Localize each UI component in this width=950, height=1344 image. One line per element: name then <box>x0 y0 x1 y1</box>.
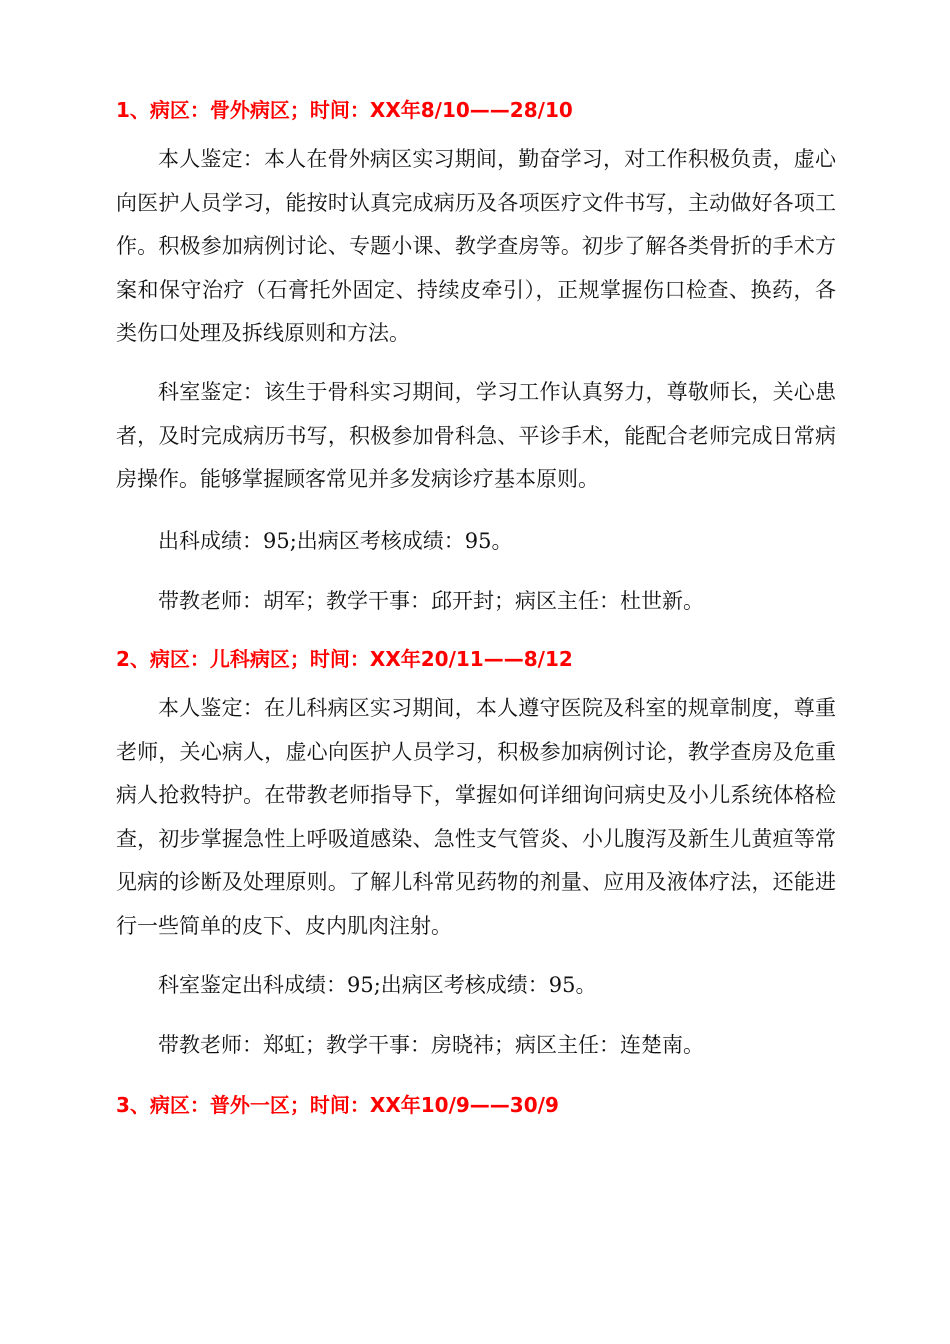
section-2-self-assessment: 本人鉴定：在儿科病区实习期间，本人遵守医院及科室的规章制度，尊重老师，关心病人，虚心向医护人员学习，积极参加病例讨论，教学查房及危重病人抢救特护。在带教老师指导下，掌握如何详细询问病史及小儿系统体格检查，初步掌握急性上呼吸道感染、急性支气管炎、小儿腹泻及新生儿黄疸等常见病的诊断及处理原则。了解儿科常见药物的剂量、应用及液体疗法，还能进行一些简单的皮下、皮内肌肉注射。 <box>116 696 836 938</box>
section-1-heading: 1、病区：骨外病区；时间：XX年8/10——28/10 <box>116 98 573 122</box>
section-1-scores: 出科成绩：95;出病区考核成绩：95。 <box>158 529 513 553</box>
section-3-heading: 3、病区：普外一区；时间：XX年10/9——30/9 <box>116 1093 559 1117</box>
section-1-teachers: 带教老师：胡军；教学干事：邱开封；病区主任：杜世新。 <box>158 589 704 613</box>
section-1-self-assessment: 本人鉴定：本人在骨外病区实习期间，勤奋学习，对工作积极负责，虚心向医护人员学习，能按时认真完成病历及各项医疗文件书写，主动做好各项工作。积极参加病例讨论、专题小课、教学查房等。初步了解各类骨折的手术方案和保守治疗（石膏托外固定、持续皮牵引），正规掌握伤口检查、换药，各类伤口处理及拆线原则和方法。 <box>116 147 836 345</box>
section-2-heading: 2、病区：儿科病区；时间：XX年20/11——8/12 <box>116 647 573 671</box>
section-2-scores: 科室鉴定出科成绩：95;出病区考核成绩：95。 <box>158 973 597 997</box>
section-2-teachers: 带教老师：郑虹；教学干事：房晓祎；病区主任：连楚南。 <box>158 1033 704 1057</box>
section-1-department-assessment: 科室鉴定：该生于骨科实习期间，学习工作认真努力，尊敬师长，关心患者，及时完成病历书写，积极参加骨科急、平诊手术，能配合老师完成日常病房操作。能够掌握顾客常见并多发病诊疗基本原则。 <box>116 380 836 491</box>
